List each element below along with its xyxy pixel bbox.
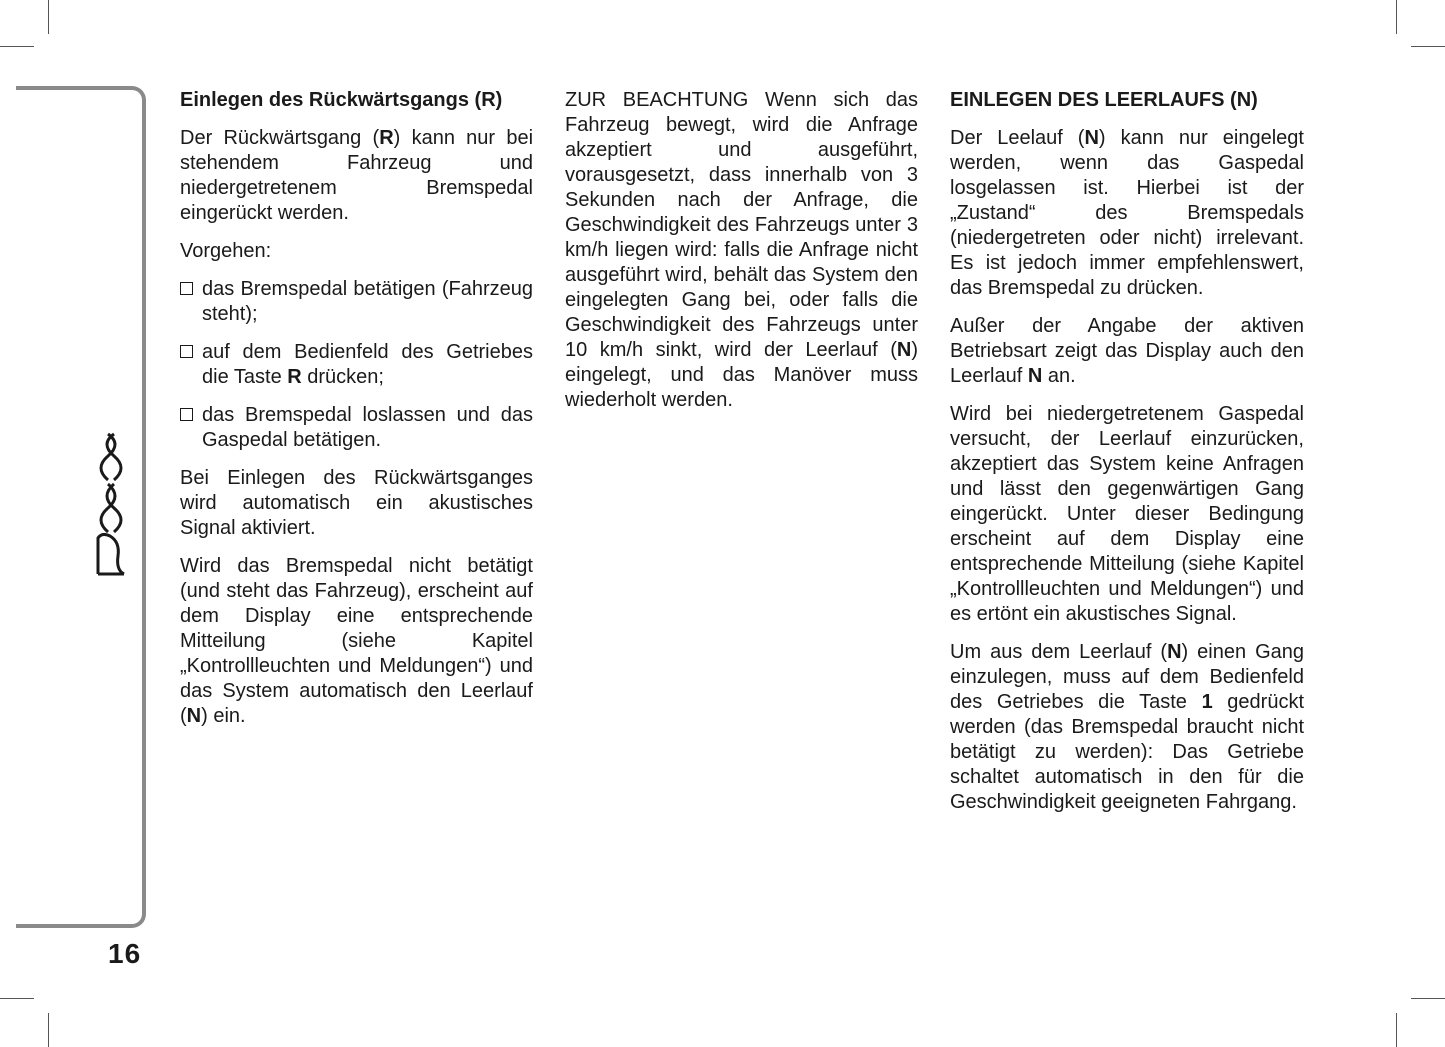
paragraph: Wird bei niedergetretenem Gaspedal versucht, der Leerlauf einzurücken, akzeptiert das System keine Anfragen und lässt den gegenwärtigen Gang eingerückt. Unter dieser Bedingung erscheint auf dem Display eine entsprechende Mitteilung (siehe Kapitel „Kontrollleuchten und Meldungen“) und es ertönt ein akustisches Signal. (950, 403, 1304, 625)
crop-mark (48, 1013, 49, 1047)
section-heading-reverse-gear: Einlegen des Rückwärtsgangs (R) (180, 89, 503, 111)
checkbox-bullet-icon (180, 282, 193, 295)
crop-mark (1396, 0, 1397, 34)
paragraph: Außer der Angabe der aktiven Betriebsart zeigt das Display auch den Leerlauf N an. (950, 315, 1304, 387)
column-1 (180, 88, 533, 742)
paragraph: Der Rückwärtsgang (R) kann nur bei stehendem Fahrzeug und niedergetretenem Bremspedal eingerückt werden. (180, 127, 534, 224)
paragraph: Vorgehen: (180, 240, 272, 262)
list-item: auf dem Bedienfeld des Getriebes die Taste R drücken; (180, 340, 533, 390)
paragraph: Wird das Bremspedal nicht betätigt (und steht das Fahrzeug), erscheint auf dem Display eine entsprechende Mitteilung (siehe Kapitel „Kontrollleuchten und Meldungen“) und das System automatisch den Leerlauf (N) ein. (180, 555, 533, 727)
checkbox-bullet-icon (180, 408, 193, 421)
checkbox-bullet-icon (180, 345, 193, 358)
column-3 (950, 88, 1304, 828)
section-heading-neutral: EINLEGEN DES LEERLAUFS (N) (950, 89, 1258, 111)
list-item: das Bremspedal betätigen (Fahrzeug steht); (180, 277, 533, 327)
column-2 (565, 88, 918, 426)
paragraph: Der Leelauf (N) kann nur eingelegt werden, wenn das Gaspedal losgelassen ist. Hierbei ist der „Zustand“ des Bremspedals (niedergetreten oder nicht) irrelevant. Es ist jedoch immer empfehlenswert, das Bremspedal zu drücken. (950, 127, 1304, 299)
crop-mark (0, 46, 34, 47)
page-number: 16 (108, 938, 142, 969)
paragraph: Um aus dem Leerlauf (N) einen Gang einzulegen, muss auf dem Bedienfeld des Getriebes die Taste 1 gedrückt werden (das Bremspedal braucht nicht betätigt zu werden): Das Getriebe schaltet automatisch in den für die Geschwindigkeit geeigneten Fahrgang. (950, 641, 1305, 813)
crop-mark (1411, 998, 1445, 999)
500-logo-icon (80, 428, 136, 584)
crop-mark (1411, 46, 1445, 47)
note-paragraph: ZUR BEACHTUNG Wenn sich das Fahrzeug bewegt, wird die Anfrage akzeptiert und ausgeführt, vorausgesetzt, dass innerhalb von 3 Sekunden nach der Anfrage, die Geschwindigkeit des Fahrzeugs unter 3 km/h liegen wird: falls die Anfrage nicht ausgeführt wird, behält das System den eingelegten Gang bei, oder falls die Geschwindigkeit des Fahrzeugs unter 10 km/h sinkt, wird der Leerlauf (N) eingelegt, und das Manöver muss wiederholt werden. (565, 89, 918, 411)
crop-mark (1396, 1013, 1397, 1047)
list-item: das Bremspedal loslassen und das Gaspedal betätigen. (180, 403, 533, 453)
crop-mark (0, 998, 34, 999)
crop-mark (48, 0, 49, 34)
paragraph: Bei Einlegen des Rückwärtsganges wird automatisch ein akustisches Signal aktiviert. (180, 467, 533, 539)
